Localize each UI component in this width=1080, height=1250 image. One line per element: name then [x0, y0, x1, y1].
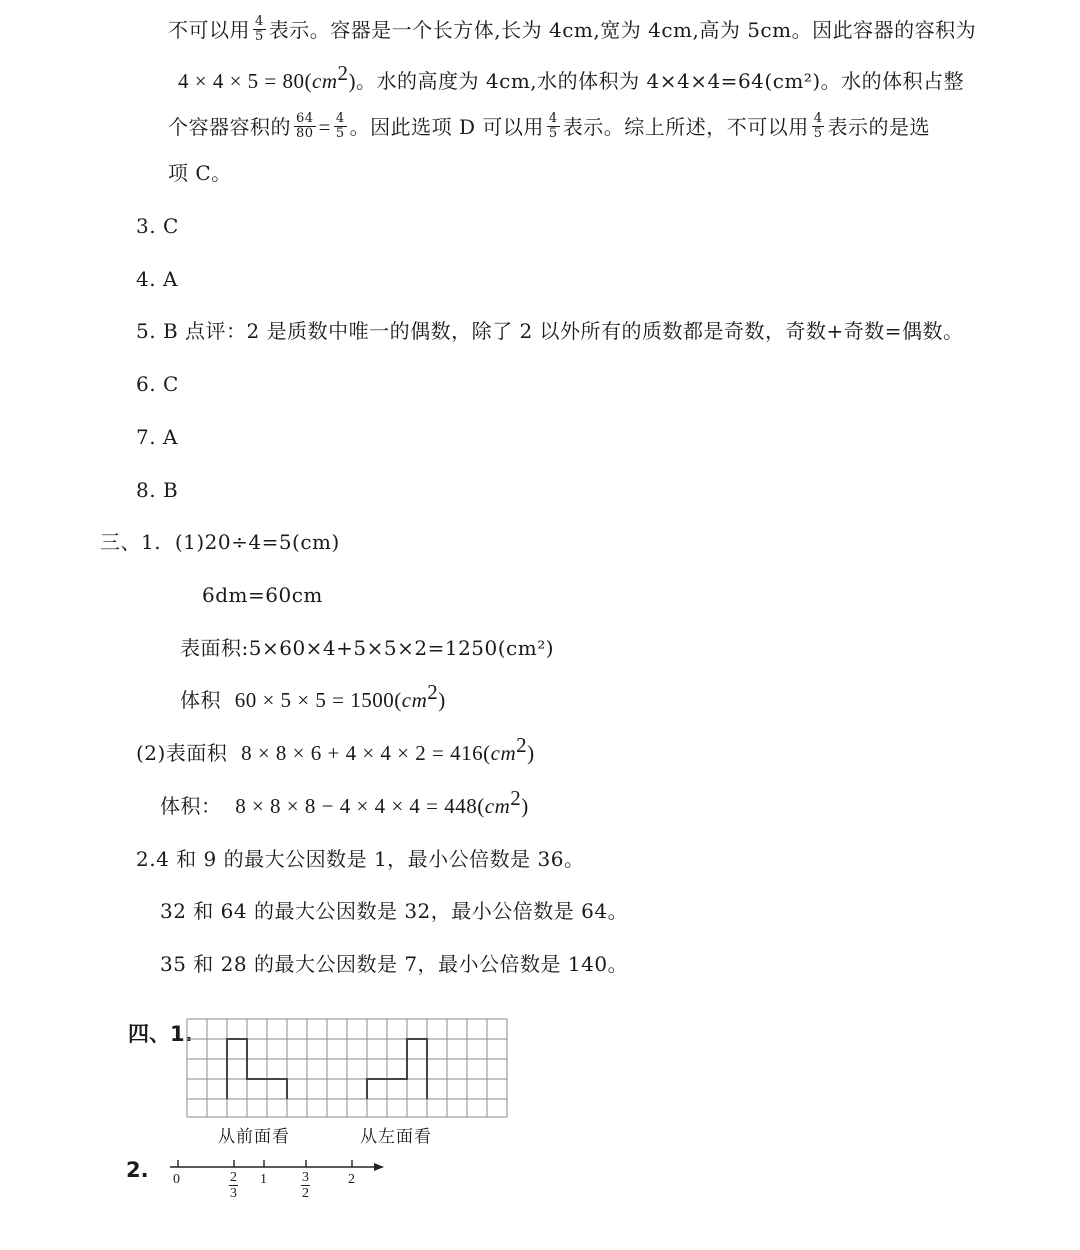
fraction-4-5: $\frac{4}{5}$ — [335, 111, 345, 141]
fraction-4-5: $\frac{4}{5}$ — [548, 111, 558, 141]
caption-front-view: 从前面看 — [218, 1127, 290, 1147]
section-3-q1d: 体积 $60 \times 5 \times 5 = 1500(cm^2)$ — [180, 680, 446, 712]
fraction-64-80: $\frac{64}{80}$ — [296, 111, 314, 141]
section-3-q1a: 三、1. (1)20÷4=5(cm) — [100, 530, 340, 554]
text-segment: 表示。容器是一个长方体,长为 4cm,宽为 4cm,高为 5cm。因此容器的容积为 — [268, 18, 977, 42]
section-3-heading: 三、1. — [100, 530, 162, 554]
view-grid — [180, 1012, 515, 1124]
section-4-heading: 四、1. — [128, 1022, 193, 1046]
caption-left-view: 从左面看 — [360, 1127, 432, 1147]
number-line — [168, 1155, 390, 1177]
section-4-q2-heading: 2. — [126, 1158, 149, 1182]
label-0: 0 — [173, 1172, 180, 1187]
text-segment: 。水的高度为 4cm,水的体积为 4×4×4=64(cm²)。水的体积占整 — [356, 69, 965, 93]
section-3-q1b: 6dm=60cm — [202, 583, 323, 607]
answer-8: 8. B — [136, 478, 179, 502]
section-3-q3b: 32 和 64 的最大公因数是 32，最小公倍数是 64。 — [160, 899, 629, 923]
left-view-shape — [367, 1039, 427, 1099]
para-line-3: 个容器容积的 $\frac{64}{80}$ = $\frac{4}{5}$ 。因此选项 D 可以用 $\frac{4}{5}$ 表示。综上所述，不可以用 $\frac{4}{5}$ 表示的是选 — [168, 111, 930, 141]
section-3-q2b: 体积： $8 \times 8 \times 8 - 4 \times 4 \times 4 = 448(cm^2)$ — [160, 786, 529, 818]
answer-5: 5. B 点评：2 是质数中唯一的偶数，除了 2 以外所有的质数都是奇数，奇数+奇数=偶数。 — [136, 319, 964, 343]
label-two-thirds: $\frac{2}{3}$ — [230, 1170, 237, 1201]
math-volume: 4 × 4 × 5 = 80( — [178, 69, 313, 93]
answer-7: 7. A — [136, 425, 178, 449]
answer-6: 6. C — [136, 372, 179, 396]
label-1: 1 — [260, 1172, 267, 1187]
section-3-q3a: 2.4 和 9 的最大公因数是 1，最小公倍数是 36。 — [136, 847, 585, 871]
section-3-q3c: 35 和 28 的最大公因数是 7，最小公倍数是 140。 — [160, 952, 629, 976]
answer-3: 3. C — [136, 214, 179, 238]
section-3-q2a: (2)表面积 $8 \times 8 \times 6 + 4 \times 4 \times 2 = 416(cm^2)$ — [136, 733, 535, 765]
arrow-head-icon — [374, 1163, 384, 1171]
grid-lines — [187, 1019, 507, 1117]
label-2: 2 — [348, 1172, 355, 1187]
answer-4: 4. A — [136, 267, 178, 291]
para-line-4: 项 C。 — [168, 161, 232, 185]
section-3-q1c: 表面积:5×60×4+5×5×2=1250(cm²) — [180, 636, 555, 660]
fraction-4-5: $\frac{4}{5}$ — [255, 14, 264, 44]
front-view-shape — [227, 1039, 287, 1099]
fraction-4-5: $\frac{4}{5}$ — [813, 111, 823, 141]
text-segment: 不可以用 — [168, 18, 250, 42]
para-line-1 — [168, 16, 976, 46]
label-three-halves: $\frac{3}{2}$ — [302, 1170, 309, 1201]
para-line-2: $4 \times 4 \times 5 = 80(cm^2)$。水的高度为 4cm,水的体积为 4×4×4=64(cm²)。水的体积占整 — [178, 61, 965, 93]
